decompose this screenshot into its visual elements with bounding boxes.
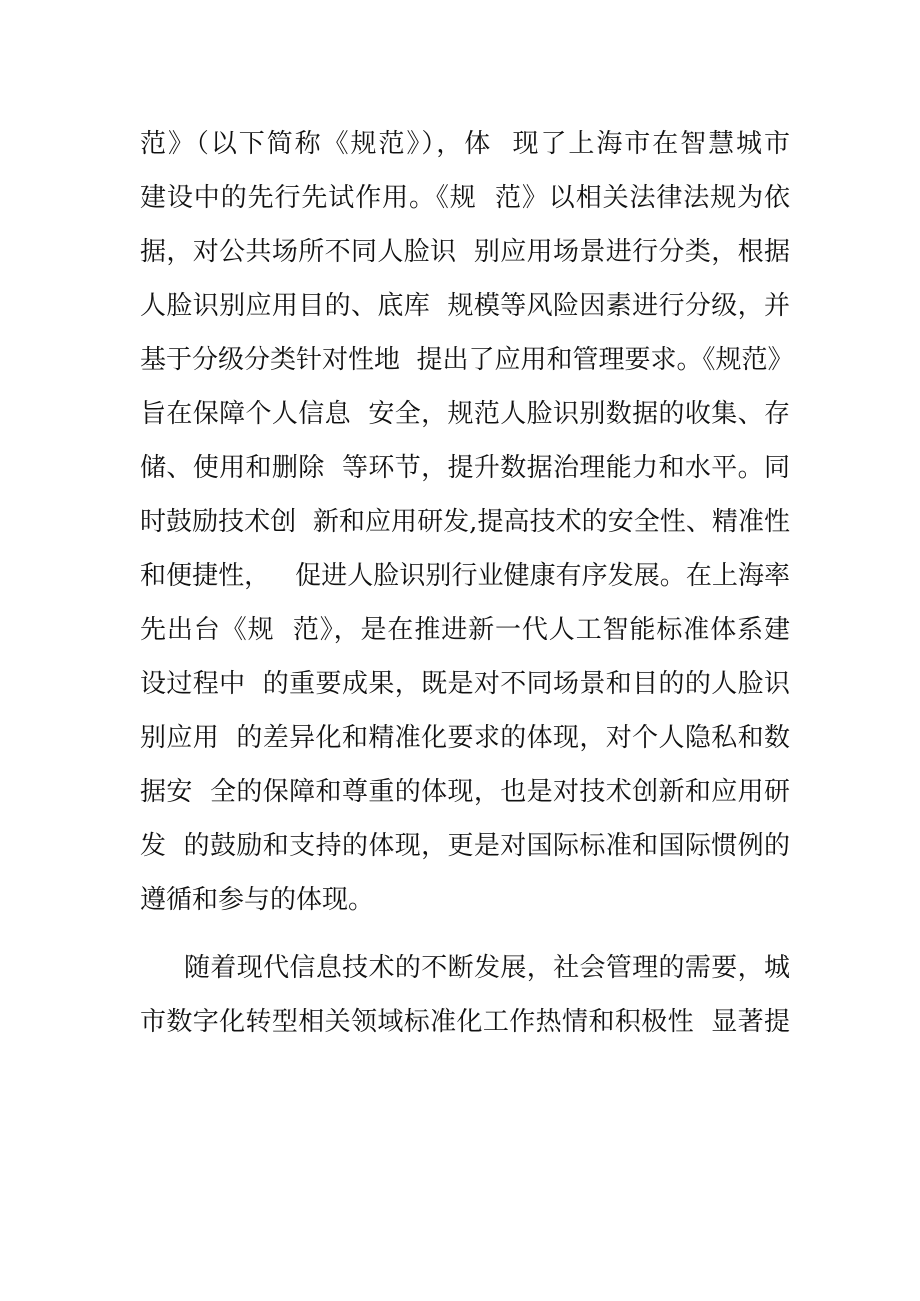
text-line: 储、使用和删除 等环节，提升数据治理能力和水平。同 xyxy=(140,453,790,483)
text-line: 人脸识别应用目的、底库 规模等风险因素进行分级，并 xyxy=(140,291,790,321)
text-line: 建设中的先行先试作用。《规 范》以相关法律法规为依 xyxy=(140,183,790,213)
text-line: 市数字化转型相关领域标准化工作热情和积极性 显著提 xyxy=(140,1007,790,1037)
text-line: 设过程中 的重要成果，既是对不同场景和目的的人脸识 xyxy=(140,669,790,699)
paragraph-2 xyxy=(140,941,790,1049)
text-line: 发 的鼓励和支持的体现，更是对国际标准和国际惯例的 xyxy=(140,831,790,861)
text-line: 先出台《规 范》，是在推进新一代人工智能标准体系建 xyxy=(140,615,790,645)
text-line: 时鼓励技术创 新和应用研发,提高技术的安全性、精准性 xyxy=(140,507,790,537)
text-line: 旨在保障个人信息 安全，规范人脸识别数据的收集、存 xyxy=(140,399,790,429)
text-line: 别应用 的差异化和精准化要求的体现，对个人隐私和数 xyxy=(140,723,790,753)
paragraph-gap xyxy=(140,927,790,941)
text-line: 基于分级分类针对性地 提出了应用和管理要求。《规范》 xyxy=(140,345,794,375)
text-line: 据安 全的保障和尊重的体现，也是对技术创新和应用研 xyxy=(140,777,790,807)
text-line: 遵循和参与的体现。 xyxy=(140,885,375,915)
paragraph-1 xyxy=(140,117,794,927)
text-line: 据，对公共场所不同人脸识 别应用场景进行分类，根据 xyxy=(140,237,790,267)
document-body xyxy=(140,117,794,1049)
text-line: 和便捷性， 促进人脸识别行业健康有序发展。在上海率 xyxy=(140,561,790,591)
text-line: 范》（以下简称《规范》），体 现了上海市在智慧城市 xyxy=(140,129,790,159)
text-line: 随着现代信息技术的不断发展，社会管理的需要，城 xyxy=(184,953,790,983)
